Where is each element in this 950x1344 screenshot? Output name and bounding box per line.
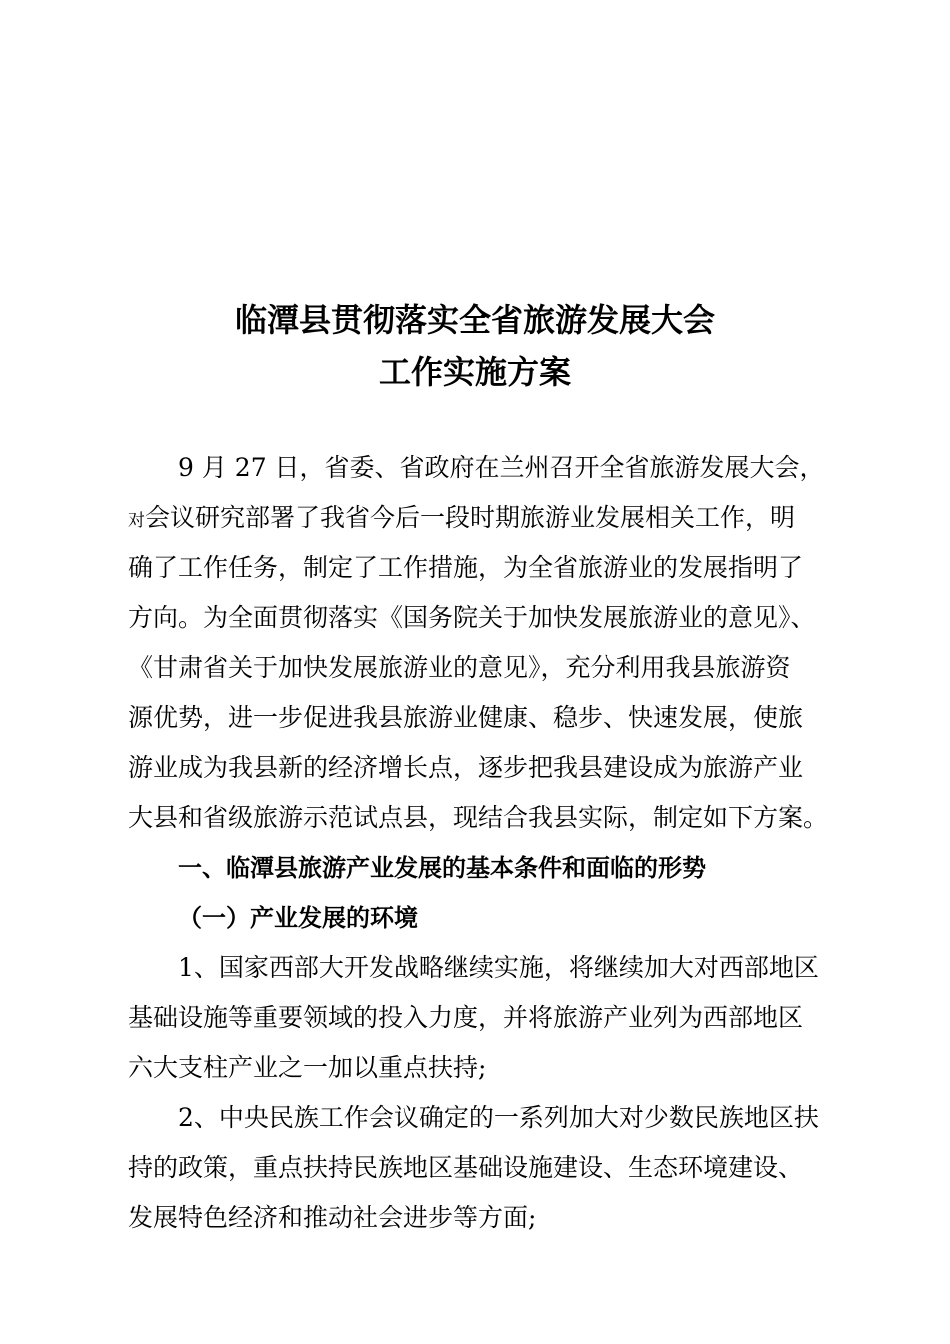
section-heading-1: 一、临潭县旅游产业发展的基本条件和面临的形势 [178,854,706,882]
section-heading-2: （一）产业发展的环境 [178,904,418,932]
item-1-line-2: 基础设施等重要领域的投入力度，并将旅游产业列为西部地区 [128,1003,804,1032]
item-1-line-1: 1、国家西部大开发战略继续实施，将继续加大对西部地区 [178,953,819,982]
item-2-line-3: 发展特色经济和推动社会进步等方面; [128,1203,537,1232]
intro-line-8: 大县和省级旅游示范试点县，现结合我县实际，制定如下方案。 [128,803,829,832]
item-2-line-1: 2、中央民族工作会议确定的一系列加大对少数民族地区扶 [178,1103,819,1132]
intro-line-6: 源优势，进一步促进我县旅游业健康、稳步、快速发展，使旅 [128,703,804,732]
intro-line-4: 方向。为全面贯彻落实《国务院关于加快发展旅游业的意见》、 [128,603,816,632]
intro-line-7: 游业成为我县新的经济增长点，逐步把我县建设成为旅游产业 [128,753,804,782]
item-2-line-2: 持的政策，重点扶持民族地区基础设施建设、生态环境建设、 [128,1153,804,1182]
intro-line-1: 9 月 27 日，省委、省政府在兰州召开全省旅游发展大会， [178,453,825,482]
document-title-line1: 临潭县贯彻落实全省旅游发展大会 [234,301,715,339]
intro-line-2-rest: 会议研究部署了我省今后一段时期旅游业发展相关工作，明 [145,503,796,532]
intro-line-5: 《甘肃省关于加快发展旅游业的意见》，充分利用我县旅游资 [128,653,791,682]
document-title-line2: 工作实施方案 [378,353,571,391]
intro-line-3: 确了工作任务，制定了工作措施，为全省旅游业的发展指明了 [128,553,804,582]
item-1-line-3: 六大支柱产业之一加以重点扶持; [128,1053,487,1082]
intro-line-2-lead: 对 [128,511,145,531]
intro-line-2 [128,501,795,538]
